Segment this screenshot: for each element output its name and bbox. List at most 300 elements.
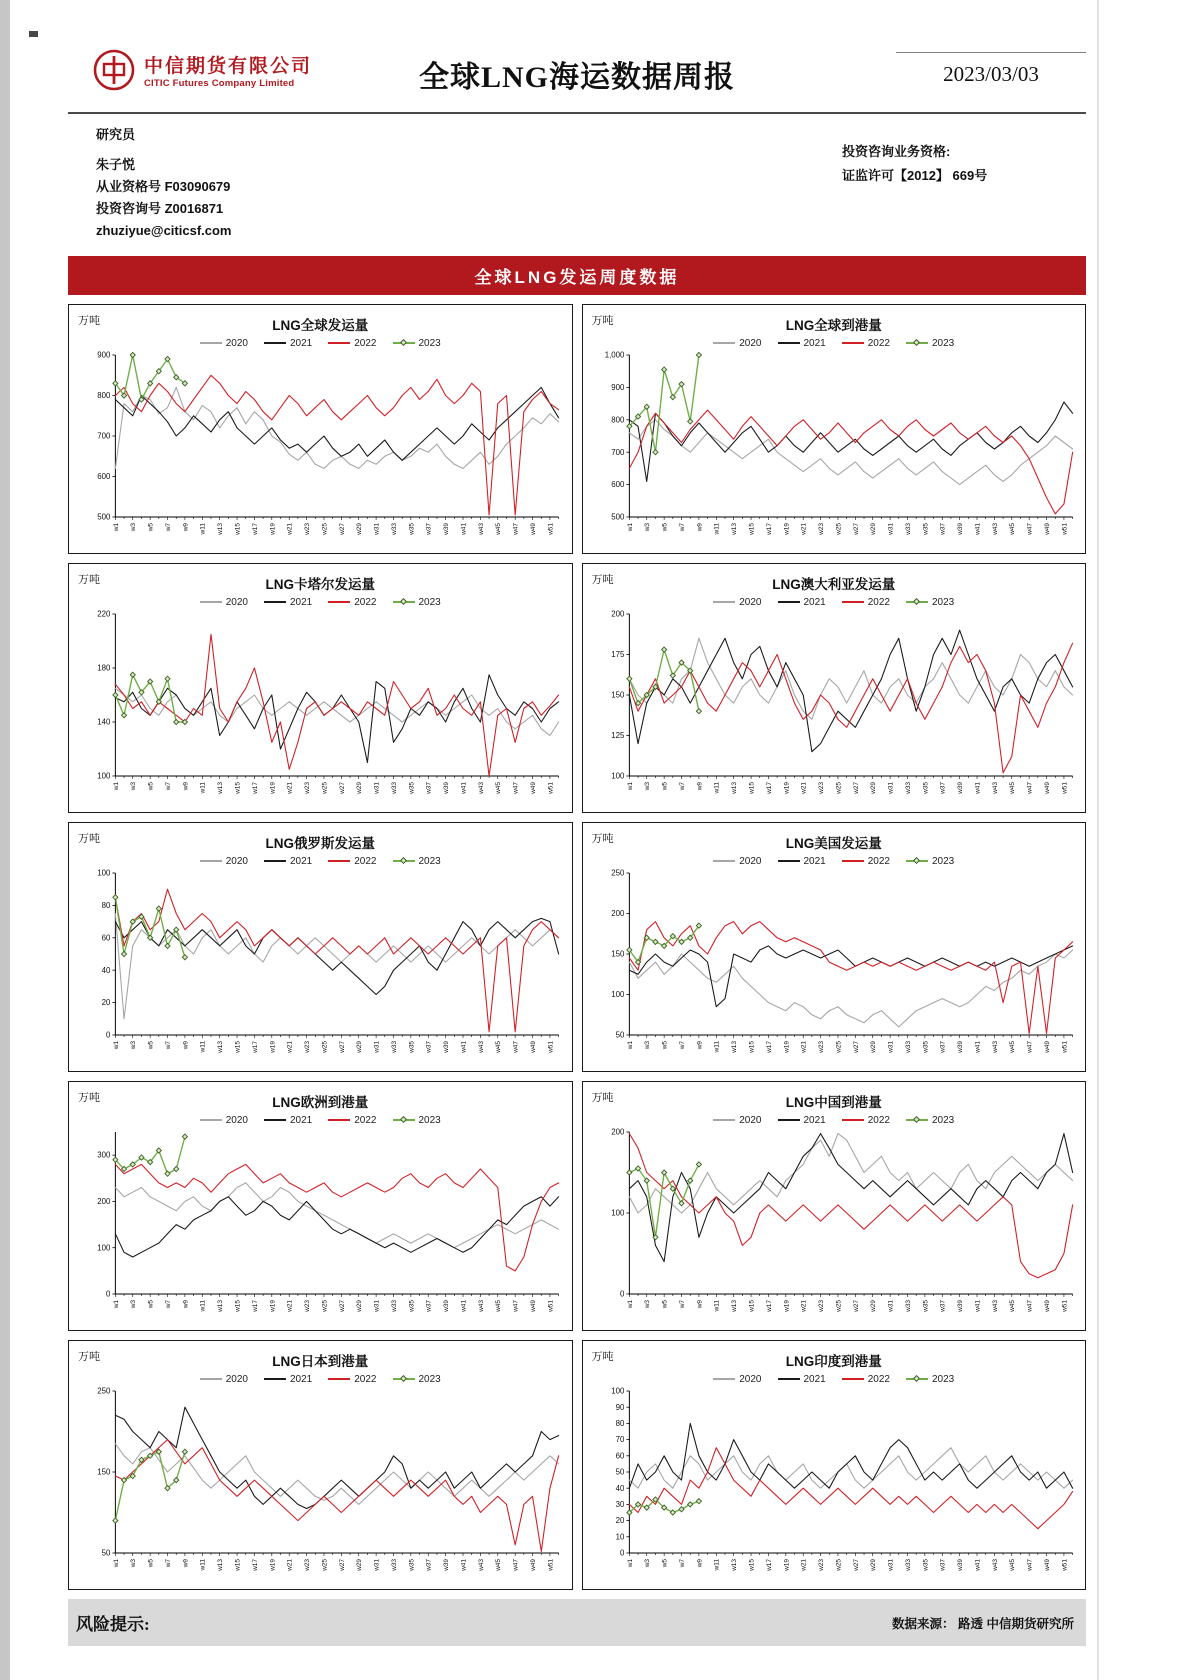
legend-line-swatch [906, 342, 928, 344]
chart-header [74, 1346, 567, 1372]
x-tick-label: w39 [443, 1559, 451, 1571]
series-line-2021 [629, 1134, 1072, 1262]
x-tick-label: w43 [477, 782, 485, 794]
legend-item-2022 [328, 1115, 376, 1126]
legend-line-swatch [906, 860, 928, 862]
legend-item-2022 [328, 856, 376, 867]
legend-label: 2020 [225, 337, 248, 349]
legend-label: 2023 [932, 337, 955, 349]
x-tick-label: w33 [390, 523, 398, 535]
legend-line-swatch [393, 342, 415, 344]
series-line-2022 [115, 375, 558, 515]
x-tick-label: w15 [234, 1559, 242, 1571]
y-tick-label: 150 [97, 1467, 111, 1477]
legend-label: 2021 [290, 855, 313, 867]
x-tick-label: w23 [817, 782, 825, 794]
x-tick-label: w41 [460, 1041, 468, 1053]
x-tick-label: w47 [512, 1041, 520, 1053]
x-tick-label: w9 [695, 782, 703, 791]
y-tick-label: 220 [97, 609, 111, 619]
legend-label: 2020 [739, 1373, 762, 1385]
x-tick-label: w5 [661, 1300, 669, 1309]
x-tick-label: w41 [974, 1559, 981, 1571]
x-tick-label: w35 [921, 1559, 929, 1571]
researcher-label: 研究员 [96, 127, 136, 142]
researcher-name: 朱子悦 [96, 157, 136, 172]
x-tick-label: w45 [1008, 523, 1016, 535]
x-tick-label: w21 [800, 523, 808, 535]
y-tick-label: 0 [106, 1289, 111, 1299]
x-tick-label: w43 [991, 1300, 999, 1312]
series-line-2020 [115, 387, 558, 468]
series-2023-diamond-marker [626, 676, 631, 681]
legend-line-swatch [778, 601, 800, 603]
x-tick-label: w45 [1008, 782, 1016, 794]
x-tick-label: w33 [904, 1300, 912, 1312]
x-tick-label: w15 [748, 523, 755, 535]
chart-plot [74, 1127, 567, 1327]
legend-item-2020 [200, 338, 248, 349]
chart-plot [588, 1127, 1081, 1327]
y-tick-label: 100 [97, 1243, 111, 1253]
x-tick-label: w1 [112, 1041, 120, 1050]
series-2023-diamond-marker [652, 939, 657, 944]
series-2023-diamond-marker [661, 647, 666, 652]
x-tick-label: w35 [921, 782, 929, 794]
x-tick-label: w31 [373, 523, 381, 535]
y-tick-label: 180 [97, 663, 111, 673]
legend-line-swatch [778, 1378, 800, 1380]
x-tick-label: w15 [748, 1300, 755, 1312]
legend-item-2020 [200, 1374, 248, 1385]
legend-line-swatch [393, 1119, 415, 1121]
legend-diamond-marker [399, 1115, 406, 1122]
x-tick-label: w19 [782, 1559, 790, 1571]
x-tick-label: w47 [1026, 1041, 1034, 1053]
x-tick-label: w41 [974, 782, 981, 794]
y-tick-label: 700 [97, 431, 111, 441]
x-tick-label: w43 [477, 1300, 485, 1312]
chart-qatar-shipments [68, 563, 573, 813]
x-tick-label: w25 [834, 1041, 842, 1053]
legend-item-2020 [713, 1374, 761, 1385]
legend-item-2023 [393, 338, 441, 349]
chart-global-arrivals [582, 304, 1087, 554]
legend-diamond-marker [399, 1374, 406, 1381]
chart-australia-shipments [582, 563, 1087, 813]
y-tick-label: 150 [610, 949, 624, 959]
legend-label: 2021 [803, 1373, 826, 1385]
x-tick-label: w5 [147, 523, 155, 532]
x-tick-label: w47 [1026, 782, 1034, 794]
legend-line-swatch [393, 1378, 415, 1380]
legend-line-swatch [842, 1119, 864, 1121]
x-tick-label: w49 [530, 523, 537, 535]
risk-warning-label: 风险提示: [76, 1615, 150, 1634]
legend-line-swatch [264, 860, 286, 862]
x-tick-label: w15 [748, 782, 755, 794]
legend-label: 2023 [418, 337, 441, 349]
x-tick-label: w21 [800, 782, 808, 794]
x-tick-label: w19 [269, 523, 277, 535]
chart-global-shipments [68, 304, 573, 554]
chart-header [588, 1087, 1081, 1113]
y-tick-label: 10 [615, 1532, 624, 1542]
series-line-2020 [629, 638, 1072, 719]
x-tick-label: w31 [373, 782, 381, 794]
x-tick-label: w37 [939, 1300, 947, 1312]
chart-header [588, 828, 1081, 854]
qualification-block [842, 124, 1082, 242]
x-tick-label: w31 [887, 523, 895, 535]
y-tick-label: 1,000 [604, 350, 624, 360]
report-date: 2023/03/03 [896, 52, 1086, 91]
legend-item-2023 [906, 1374, 954, 1385]
series-2023-diamond-marker [113, 1518, 118, 1523]
legend-line-swatch [778, 860, 800, 862]
chart-header [588, 310, 1081, 336]
chart-title: LNG美国发运量 [785, 836, 882, 851]
x-tick-label: w41 [460, 523, 468, 535]
x-tick-label: w17 [765, 1041, 773, 1053]
series-line-2022 [115, 1440, 558, 1552]
x-tick-label: w11 [713, 1559, 721, 1571]
x-tick-label: w27 [338, 1041, 346, 1053]
x-tick-label: w35 [921, 523, 929, 535]
x-tick-label: w31 [373, 1300, 381, 1312]
x-tick-label: w31 [887, 782, 895, 794]
x-tick-label: w15 [748, 1559, 755, 1571]
x-tick-label: w13 [217, 523, 225, 535]
legend-line-swatch [713, 601, 735, 603]
series-2023-diamond-marker [113, 692, 118, 697]
legend-label: 2021 [290, 1114, 313, 1126]
scan-edge-right [1097, 0, 1099, 1680]
chart-plot [74, 1386, 567, 1586]
chart-plot [588, 350, 1081, 550]
x-tick-label: w23 [304, 1559, 312, 1571]
x-tick-label: w33 [390, 1041, 398, 1053]
x-tick-label: w9 [182, 523, 190, 532]
y-tick-label: 30 [615, 1499, 624, 1510]
legend-label: 2020 [225, 596, 248, 608]
y-tick-label: 0 [619, 1548, 624, 1558]
x-tick-label: w5 [661, 1559, 669, 1568]
legend-line-swatch [906, 1378, 928, 1380]
x-tick-label: w27 [338, 1300, 346, 1312]
chart-plot [588, 1386, 1081, 1586]
x-tick-label: w29 [356, 1559, 364, 1571]
x-tick-label: w27 [338, 782, 346, 794]
chart-title: LNG澳大利亚发运量 [772, 577, 896, 592]
x-tick-label: w31 [373, 1041, 381, 1053]
x-tick-label: w5 [147, 1041, 155, 1050]
x-tick-label: w3 [643, 1041, 651, 1050]
series-2023-diamond-marker [661, 1170, 666, 1175]
x-tick-label: w29 [869, 523, 877, 535]
x-tick-label: w35 [921, 1300, 929, 1312]
x-tick-label: w37 [425, 1559, 433, 1571]
x-tick-label: w9 [695, 1300, 703, 1309]
y-tick-label: 70 [615, 1435, 624, 1445]
x-tick-label: w45 [1008, 1041, 1016, 1053]
chart-title: LNG欧洲到港量 [272, 1095, 369, 1110]
x-tick-label: w51 [547, 782, 555, 794]
chart-legend [588, 854, 1081, 868]
legend-line-swatch [328, 860, 350, 862]
legend-item-2022 [328, 597, 376, 608]
y-tick-label: 100 [610, 771, 624, 781]
series-line-2021 [629, 402, 1072, 481]
y-tick-label: 80 [101, 900, 111, 911]
x-tick-label: w13 [730, 782, 738, 794]
y-tick-label: 140 [97, 717, 111, 727]
y-tick-label: 20 [615, 1516, 624, 1526]
x-tick-label: w45 [495, 1041, 503, 1053]
x-tick-label: w39 [956, 1559, 964, 1571]
x-tick-label: w17 [765, 523, 773, 535]
x-tick-label: w5 [147, 1300, 155, 1309]
legend-label: 2022 [354, 337, 377, 349]
chart-title: LNG日本到港量 [272, 1354, 369, 1369]
x-tick-label: w41 [974, 1041, 981, 1053]
x-tick-label: w17 [765, 782, 773, 794]
legend-item-2022 [842, 856, 890, 867]
legend-label: 2023 [418, 1114, 441, 1126]
y-tick-label: 100 [610, 1386, 624, 1396]
x-tick-label: w3 [130, 1559, 138, 1568]
x-tick-label: w39 [956, 1041, 964, 1053]
legend-line-swatch [328, 1119, 350, 1121]
x-tick-label: w33 [904, 782, 912, 794]
x-tick-label: w27 [338, 1559, 346, 1571]
series-2023-diamond-marker [165, 1171, 170, 1176]
y-axis-unit-label: 万吨 [591, 1092, 614, 1104]
x-tick-label: w37 [425, 782, 433, 794]
x-tick-label: w45 [1008, 1300, 1016, 1312]
legend-label: 2020 [739, 337, 762, 349]
x-tick-label: w25 [321, 1559, 329, 1571]
legend-label: 2021 [290, 596, 313, 608]
legend-item-2023 [906, 597, 954, 608]
x-tick-label: w39 [956, 523, 964, 535]
x-tick-label: w17 [251, 1300, 259, 1312]
x-tick-label: w49 [1043, 523, 1051, 535]
y-tick-label: 900 [97, 350, 111, 360]
y-tick-label: 700 [610, 447, 624, 457]
x-tick-label: w3 [130, 1300, 138, 1309]
x-tick-label: w17 [251, 782, 259, 794]
x-tick-label: w47 [1026, 523, 1034, 535]
legend-label: 2020 [739, 596, 762, 608]
legend-label: 2021 [803, 596, 826, 608]
qualification-line-1: 投资咨询业务资格: [842, 144, 951, 159]
legend-line-swatch [713, 1378, 735, 1380]
legend-diamond-marker [399, 338, 406, 345]
legend-line-swatch [264, 601, 286, 603]
y-tick-label: 0 [106, 1030, 111, 1040]
x-tick-label: w45 [495, 523, 503, 535]
x-tick-label: w23 [304, 782, 312, 794]
x-tick-label: w31 [887, 1041, 895, 1053]
x-tick-label: w47 [1026, 1300, 1034, 1312]
chart-title: LNG全球发运量 [272, 318, 369, 333]
series-2023-diamond-marker [696, 1162, 701, 1167]
x-tick-label: w39 [443, 1041, 451, 1053]
y-tick-label: 125 [610, 731, 624, 741]
legend-line-swatch [328, 342, 350, 344]
y-axis-unit-label: 万吨 [78, 1092, 100, 1104]
legend-label: 2022 [867, 337, 890, 349]
legend-line-swatch [713, 860, 735, 862]
series-2023-diamond-marker [696, 352, 701, 357]
legend-item-2022 [328, 338, 376, 349]
x-tick-label: w41 [974, 523, 981, 535]
x-tick-label: w41 [460, 1559, 468, 1571]
x-tick-label: w11 [199, 782, 207, 794]
x-tick-label: w49 [530, 1300, 537, 1312]
x-tick-label: w51 [1060, 1041, 1068, 1053]
legend-item-2021 [264, 856, 312, 867]
legend-diamond-marker [913, 856, 920, 863]
y-tick-label: 900 [610, 382, 624, 393]
page-title: 全球LNG海运数据周报 [418, 61, 736, 94]
x-tick-label: w21 [286, 1559, 294, 1571]
y-tick-label: 200 [610, 909, 624, 919]
legend-label: 2022 [354, 596, 377, 608]
x-tick-label: w5 [661, 782, 669, 791]
y-tick-label: 200 [97, 1196, 111, 1207]
legend-label: 2023 [932, 596, 955, 608]
chart-header [74, 310, 567, 336]
x-tick-label: w49 [530, 782, 537, 794]
x-tick-label: w23 [304, 1300, 312, 1312]
legend-line-swatch [200, 342, 222, 344]
legend-item-2021 [778, 1374, 826, 1385]
x-tick-label: w9 [182, 1559, 190, 1568]
legend-item-2020 [713, 1115, 761, 1126]
x-tick-label: w11 [199, 1559, 207, 1571]
y-axis-unit-label: 万吨 [591, 833, 614, 845]
x-tick-label: w27 [852, 782, 860, 794]
legend-item-2021 [264, 597, 312, 608]
x-tick-label: w31 [373, 1559, 381, 1571]
legend-label: 2020 [225, 1114, 248, 1126]
series-2023-diamond-marker [182, 1134, 187, 1139]
y-tick-label: 300 [97, 1150, 111, 1160]
legend-label: 2022 [867, 1114, 890, 1126]
x-tick-label: w29 [356, 523, 364, 535]
x-tick-label: w37 [939, 1041, 947, 1053]
y-tick-label: 20 [101, 998, 111, 1008]
x-tick-label: w35 [408, 1559, 416, 1571]
series-line-2020 [115, 688, 558, 735]
x-tick-label: w35 [408, 1300, 416, 1312]
series-2023-diamond-marker [626, 1170, 631, 1175]
x-tick-label: w11 [713, 1300, 721, 1312]
section-banner: 全球LNG发运周度数据 [68, 256, 1086, 295]
x-tick-label: w27 [852, 1559, 860, 1571]
x-tick-label: w49 [1043, 1300, 1051, 1312]
x-tick-label: w1 [626, 782, 634, 791]
legend-item-2021 [264, 1374, 312, 1385]
series-2023-diamond-marker [174, 1166, 179, 1171]
chart-china-arrivals [582, 1081, 1087, 1331]
x-tick-label: w3 [130, 1041, 138, 1050]
chart-plot [74, 609, 567, 809]
x-tick-label: w7 [165, 1559, 172, 1568]
x-tick-label: w3 [643, 1300, 651, 1309]
chart-plot [74, 868, 567, 1068]
x-tick-label: w37 [939, 782, 947, 794]
x-tick-label: w13 [730, 523, 738, 535]
x-tick-label: w23 [817, 523, 825, 535]
x-tick-label: w39 [443, 523, 451, 535]
x-tick-label: w17 [765, 1300, 773, 1312]
y-tick-label: 100 [610, 990, 624, 1000]
legend-line-swatch [264, 1119, 286, 1121]
x-tick-label: w39 [443, 1300, 451, 1312]
report-header [68, 42, 1086, 108]
x-tick-label: w33 [904, 523, 912, 535]
chart-header [74, 569, 567, 595]
x-tick-label: w25 [321, 523, 329, 535]
legend-item-2022 [328, 1374, 376, 1385]
x-tick-label: w7 [165, 1300, 172, 1309]
x-tick-label: w29 [356, 782, 364, 794]
x-tick-label: w25 [321, 782, 329, 794]
x-tick-label: w47 [512, 1559, 520, 1571]
x-tick-label: w43 [477, 523, 485, 535]
y-axis-unit-label: 万吨 [78, 1351, 100, 1363]
x-tick-label: w25 [321, 1300, 329, 1312]
legend-line-swatch [200, 1119, 222, 1121]
data-source-label: 数据来源： 路透 中信期货研究所 [892, 1616, 1074, 1631]
chart-plot [588, 609, 1081, 809]
series-2023-diamond-marker [661, 367, 666, 372]
x-tick-label: w21 [800, 1559, 808, 1571]
y-tick-label: 80 [615, 1418, 624, 1429]
y-tick-label: 500 [610, 512, 624, 522]
x-tick-label: w1 [626, 523, 634, 532]
scan-edge-left [0, 0, 10, 1680]
x-tick-label: w43 [477, 1041, 485, 1053]
x-tick-label: w41 [460, 782, 468, 794]
x-tick-label: w33 [390, 1300, 398, 1312]
legend-line-swatch [264, 1378, 286, 1380]
x-tick-label: w23 [817, 1041, 825, 1053]
x-tick-label: w35 [921, 1041, 929, 1053]
x-tick-label: w51 [1060, 1300, 1068, 1312]
legend-item-2023 [393, 1374, 441, 1385]
legend-diamond-marker [399, 597, 406, 604]
x-tick-label: w13 [217, 1559, 225, 1571]
x-tick-label: w49 [530, 1041, 537, 1053]
x-tick-label: w35 [408, 1041, 416, 1053]
series-line-2020 [629, 420, 1072, 485]
x-tick-label: w11 [199, 1041, 207, 1053]
x-tick-label: w15 [748, 1041, 755, 1053]
y-tick-label: 100 [97, 771, 111, 781]
legend-label: 2022 [354, 855, 377, 867]
x-tick-label: w29 [869, 1041, 877, 1053]
series-2023-diamond-marker [122, 713, 127, 718]
series-line-2021 [115, 918, 558, 994]
series-line-2022 [115, 1164, 558, 1271]
chart-legend [588, 336, 1081, 350]
x-tick-label: w21 [800, 1300, 808, 1312]
x-tick-label: w23 [304, 523, 312, 535]
